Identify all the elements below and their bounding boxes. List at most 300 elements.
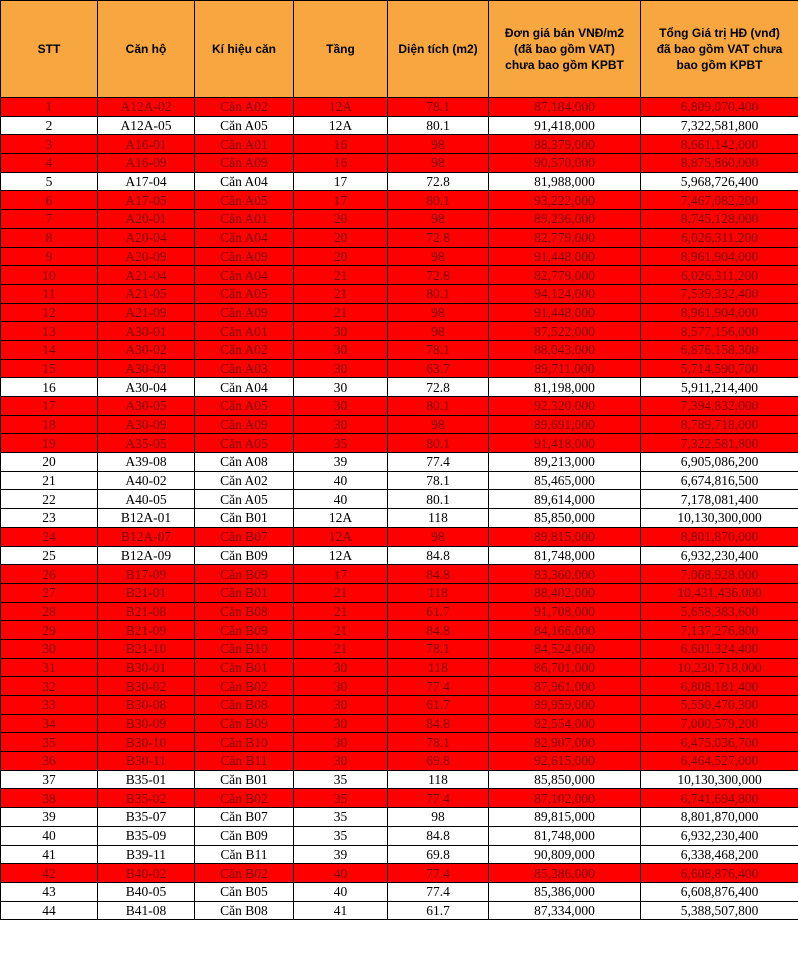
cell-tang: 30: [294, 714, 388, 733]
cell-stt: 17: [1, 397, 98, 416]
cell-don-gia: 92,615,000: [489, 752, 641, 771]
cell-can-ho: A12A-02: [98, 98, 195, 117]
cell-ki-hieu: Căn B09: [195, 546, 294, 565]
cell-tong-gia: 6,876,158,300: [641, 340, 798, 359]
cell-stt: 7: [1, 210, 98, 229]
cell-stt: 13: [1, 322, 98, 341]
cell-ki-hieu: Căn B11: [195, 752, 294, 771]
cell-tong-gia: 7,394,832,000: [641, 397, 798, 416]
cell-stt: 10: [1, 266, 98, 285]
cell-don-gia: 85,386,000: [489, 864, 641, 883]
cell-stt: 26: [1, 565, 98, 584]
cell-tang: 39: [294, 845, 388, 864]
cell-tong-gia: 7,178,081,400: [641, 490, 798, 509]
cell-stt: 37: [1, 770, 98, 789]
cell-dien-tich: 84.8: [388, 826, 489, 845]
cell-don-gia: 87,522,000: [489, 322, 641, 341]
table-row: [1, 154, 798, 173]
table-row: [1, 509, 798, 528]
table-row: [1, 714, 798, 733]
cell-ki-hieu: Căn B11: [195, 845, 294, 864]
cell-can-ho: B30-01: [98, 658, 195, 677]
cell-tang: 35: [294, 789, 388, 808]
cell-can-ho: B35-01: [98, 770, 195, 789]
cell-can-ho: A17-05: [98, 191, 195, 210]
cell-can-ho: A30-04: [98, 378, 195, 397]
cell-ki-hieu: Căn A05: [195, 284, 294, 303]
header-can-ho: Căn hộ: [98, 1, 195, 98]
cell-stt: 30: [1, 639, 98, 658]
cell-ki-hieu: Căn A09: [195, 303, 294, 322]
cell-tang: 21: [294, 602, 388, 621]
cell-stt: 21: [1, 471, 98, 490]
table-row: [1, 490, 798, 509]
cell-dien-tich: 78.1: [388, 340, 489, 359]
cell-tong-gia: 6,932,230,400: [641, 826, 798, 845]
cell-don-gia: 84,166,000: [489, 621, 641, 640]
cell-tang: 30: [294, 677, 388, 696]
cell-tong-gia: 7,322,581,800: [641, 434, 798, 453]
cell-stt: 41: [1, 845, 98, 864]
cell-dien-tich: 98: [388, 210, 489, 229]
table-row: [1, 808, 798, 827]
cell-stt: 16: [1, 378, 98, 397]
cell-tang: 30: [294, 340, 388, 359]
table-row: [1, 284, 798, 303]
cell-dien-tich: 77.4: [388, 864, 489, 883]
cell-tong-gia: 10,130,300,000: [641, 509, 798, 528]
cell-tang: 40: [294, 864, 388, 883]
cell-don-gia: 91,418,000: [489, 116, 641, 135]
cell-ki-hieu: Căn A09: [195, 154, 294, 173]
cell-tong-gia: 6,905,086,200: [641, 453, 798, 472]
cell-tang: 40: [294, 471, 388, 490]
cell-don-gia: 89,236,000: [489, 210, 641, 229]
cell-don-gia: 89,691,000: [489, 415, 641, 434]
cell-tang: 35: [294, 808, 388, 827]
cell-ki-hieu: Căn A05: [195, 434, 294, 453]
cell-stt: 1: [1, 98, 98, 117]
cell-tong-gia: 6,608,876,400: [641, 882, 798, 901]
cell-tong-gia: 7,068,928,000: [641, 565, 798, 584]
table-row: [1, 340, 798, 359]
cell-dien-tich: 84.8: [388, 621, 489, 640]
cell-can-ho: A20-04: [98, 228, 195, 247]
cell-dien-tich: 80.1: [388, 397, 489, 416]
table-row: [1, 602, 798, 621]
cell-ki-hieu: Căn A01: [195, 135, 294, 154]
cell-tong-gia: 5,968,726,400: [641, 172, 798, 191]
cell-don-gia: 81,748,000: [489, 826, 641, 845]
cell-ki-hieu: Căn B07: [195, 527, 294, 546]
cell-ki-hieu: Căn B01: [195, 658, 294, 677]
cell-tang: 41: [294, 901, 388, 920]
cell-stt: 2: [1, 116, 98, 135]
cell-dien-tich: 80.1: [388, 434, 489, 453]
cell-can-ho: B17-09: [98, 565, 195, 584]
cell-don-gia: 87,334,000: [489, 901, 641, 920]
cell-stt: 34: [1, 714, 98, 733]
cell-tang: 30: [294, 378, 388, 397]
cell-don-gia: 82,554,000: [489, 714, 641, 733]
cell-dien-tich: 84.8: [388, 565, 489, 584]
cell-tang: 12A: [294, 546, 388, 565]
cell-tang: 12A: [294, 116, 388, 135]
cell-ki-hieu: Căn A01: [195, 322, 294, 341]
table-body: [1, 98, 798, 920]
cell-dien-tich: 78.1: [388, 733, 489, 752]
cell-stt: 43: [1, 882, 98, 901]
cell-can-ho: A30-02: [98, 340, 195, 359]
cell-stt: 32: [1, 677, 98, 696]
cell-tang: 20: [294, 210, 388, 229]
cell-tong-gia: 6,026,311,200: [641, 228, 798, 247]
table-row: [1, 172, 798, 191]
cell-don-gia: 87,102,000: [489, 789, 641, 808]
cell-tang: 39: [294, 453, 388, 472]
cell-tang: 35: [294, 770, 388, 789]
cell-tong-gia: 6,026,311,200: [641, 266, 798, 285]
cell-tong-gia: 6,338,468,200: [641, 845, 798, 864]
cell-tong-gia: 6,475,036,700: [641, 733, 798, 752]
cell-tong-gia: 7,322,581,800: [641, 116, 798, 135]
table-row: [1, 845, 798, 864]
cell-can-ho: B30-08: [98, 696, 195, 715]
cell-ki-hieu: Căn A05: [195, 191, 294, 210]
cell-don-gia: 89,213,000: [489, 453, 641, 472]
cell-can-ho: A40-02: [98, 471, 195, 490]
cell-ki-hieu: Căn A04: [195, 266, 294, 285]
cell-ki-hieu: Căn B09: [195, 621, 294, 640]
cell-ki-hieu: Căn A05: [195, 397, 294, 416]
cell-dien-tich: 63.7: [388, 359, 489, 378]
cell-tong-gia: 6,809,070,400: [641, 98, 798, 117]
cell-tong-gia: 5,911,214,400: [641, 378, 798, 397]
cell-dien-tich: 98: [388, 415, 489, 434]
cell-tang: 21: [294, 266, 388, 285]
cell-can-ho: A17-04: [98, 172, 195, 191]
cell-tang: 17: [294, 191, 388, 210]
cell-tong-gia: 5,550,470,300: [641, 696, 798, 715]
cell-don-gia: 91,448,000: [489, 247, 641, 266]
cell-stt: 15: [1, 359, 98, 378]
cell-tong-gia: 10,230,718,000: [641, 658, 798, 677]
cell-tong-gia: 6,464,527,000: [641, 752, 798, 771]
cell-can-ho: B12A-01: [98, 509, 195, 528]
cell-tong-gia: 10,431,436,000: [641, 583, 798, 602]
table-row: [1, 228, 798, 247]
header-stt: STT: [1, 1, 98, 98]
cell-dien-tich: 77.4: [388, 789, 489, 808]
cell-dien-tich: 78.1: [388, 639, 489, 658]
cell-can-ho: B12A-07: [98, 527, 195, 546]
cell-dien-tich: 77.4: [388, 453, 489, 472]
cell-can-ho: A30-09: [98, 415, 195, 434]
cell-tong-gia: 8,961,904,000: [641, 247, 798, 266]
cell-ki-hieu: Căn B05: [195, 882, 294, 901]
cell-stt: 8: [1, 228, 98, 247]
cell-tong-gia: 7,137,276,800: [641, 621, 798, 640]
cell-ki-hieu: Căn B07: [195, 808, 294, 827]
cell-stt: 44: [1, 901, 98, 920]
cell-dien-tich: 118: [388, 583, 489, 602]
cell-can-ho: A30-03: [98, 359, 195, 378]
cell-tong-gia: 8,801,870,000: [641, 527, 798, 546]
table-row: [1, 658, 798, 677]
cell-don-gia: 90,570,000: [489, 154, 641, 173]
cell-ki-hieu: Căn B08: [195, 696, 294, 715]
cell-stt: 12: [1, 303, 98, 322]
header-tang: Tầng: [294, 1, 388, 98]
cell-tong-gia: 7,000,579,200: [641, 714, 798, 733]
cell-can-ho: A16-09: [98, 154, 195, 173]
cell-ki-hieu: Căn B02: [195, 677, 294, 696]
table-row: [1, 901, 798, 920]
cell-don-gia: 91,448,000: [489, 303, 641, 322]
cell-stt: 24: [1, 527, 98, 546]
cell-stt: 35: [1, 733, 98, 752]
cell-tang: 30: [294, 696, 388, 715]
cell-tang: 21: [294, 284, 388, 303]
cell-don-gia: 89,711,000: [489, 359, 641, 378]
cell-ki-hieu: Căn A04: [195, 378, 294, 397]
cell-ki-hieu: Căn B08: [195, 901, 294, 920]
cell-don-gia: 91,418,000: [489, 434, 641, 453]
cell-dien-tich: 78.1: [388, 98, 489, 117]
cell-don-gia: 85,465,000: [489, 471, 641, 490]
cell-dien-tich: 118: [388, 658, 489, 677]
table-row: [1, 434, 798, 453]
table-row: [1, 733, 798, 752]
cell-don-gia: 82,779,000: [489, 266, 641, 285]
cell-ki-hieu: Căn B09: [195, 565, 294, 584]
cell-ki-hieu: Căn B09: [195, 826, 294, 845]
cell-stt: 5: [1, 172, 98, 191]
cell-ki-hieu: Căn A02: [195, 471, 294, 490]
cell-tong-gia: 10,130,300,000: [641, 770, 798, 789]
cell-don-gia: 90,809,000: [489, 845, 641, 864]
cell-dien-tich: 80.1: [388, 284, 489, 303]
cell-can-ho: B35-07: [98, 808, 195, 827]
cell-can-ho: A20-09: [98, 247, 195, 266]
cell-tong-gia: 5,388,507,800: [641, 901, 798, 920]
cell-ki-hieu: Căn B10: [195, 639, 294, 658]
cell-don-gia: 94,124,000: [489, 284, 641, 303]
table-row: [1, 826, 798, 845]
cell-stt: 22: [1, 490, 98, 509]
cell-can-ho: B39-11: [98, 845, 195, 864]
cell-tang: 17: [294, 172, 388, 191]
cell-tong-gia: 7,467,082,200: [641, 191, 798, 210]
table-row: [1, 639, 798, 658]
cell-don-gia: 88,402,000: [489, 583, 641, 602]
cell-stt: 29: [1, 621, 98, 640]
table-row: [1, 752, 798, 771]
cell-dien-tich: 72.8: [388, 378, 489, 397]
cell-can-ho: B30-09: [98, 714, 195, 733]
cell-can-ho: B21-08: [98, 602, 195, 621]
cell-don-gia: 89,959,000: [489, 696, 641, 715]
table-row: [1, 378, 798, 397]
cell-ki-hieu: Căn A01: [195, 210, 294, 229]
cell-dien-tich: 77.4: [388, 677, 489, 696]
cell-tang: 12A: [294, 98, 388, 117]
cell-ki-hieu: Căn A02: [195, 98, 294, 117]
cell-tang: 35: [294, 434, 388, 453]
cell-can-ho: A12A-05: [98, 116, 195, 135]
cell-dien-tich: 98: [388, 808, 489, 827]
table-row: [1, 583, 798, 602]
cell-stt: 18: [1, 415, 98, 434]
table-row: [1, 210, 798, 229]
cell-tong-gia: 8,961,904,000: [641, 303, 798, 322]
cell-tong-gia: 8,789,718,000: [641, 415, 798, 434]
cell-dien-tich: 118: [388, 770, 489, 789]
cell-dien-tich: 61.7: [388, 696, 489, 715]
cell-tang: 12A: [294, 527, 388, 546]
cell-tang: 35: [294, 826, 388, 845]
cell-don-gia: 92,320,000: [489, 397, 641, 416]
cell-dien-tich: 69.8: [388, 752, 489, 771]
cell-tang: 40: [294, 882, 388, 901]
table-row: [1, 789, 798, 808]
table-row: [1, 677, 798, 696]
cell-tong-gia: 8,577,156,000: [641, 322, 798, 341]
cell-dien-tich: 98: [388, 303, 489, 322]
cell-don-gia: 85,850,000: [489, 509, 641, 528]
cell-tong-gia: 7,539,332,400: [641, 284, 798, 303]
cell-can-ho: B30-10: [98, 733, 195, 752]
header-dien-tich: Diện tích (m2): [388, 1, 489, 98]
cell-can-ho: A21-09: [98, 303, 195, 322]
cell-dien-tich: 61.7: [388, 901, 489, 920]
cell-ki-hieu: Căn A04: [195, 228, 294, 247]
cell-tong-gia: 8,801,870,000: [641, 808, 798, 827]
cell-can-ho: B41-08: [98, 901, 195, 920]
cell-ki-hieu: Căn A09: [195, 415, 294, 434]
cell-tong-gia: 8,875,860,000: [641, 154, 798, 173]
table-row: [1, 266, 798, 285]
cell-dien-tich: 72.8: [388, 172, 489, 191]
table-row: [1, 770, 798, 789]
cell-can-ho: B35-02: [98, 789, 195, 808]
table-row: [1, 397, 798, 416]
cell-dien-tich: 80.1: [388, 191, 489, 210]
cell-dien-tich: 78.1: [388, 471, 489, 490]
table-row: [1, 247, 798, 266]
cell-ki-hieu: Căn B08: [195, 602, 294, 621]
cell-don-gia: 81,198,000: [489, 378, 641, 397]
cell-tang: 16: [294, 135, 388, 154]
table-row: [1, 135, 798, 154]
cell-stt: 28: [1, 602, 98, 621]
table-row: [1, 864, 798, 883]
cell-ki-hieu: Căn A02: [195, 340, 294, 359]
cell-dien-tich: 118: [388, 509, 489, 528]
cell-don-gia: 88,043,000: [489, 340, 641, 359]
cell-don-gia: 91,708,000: [489, 602, 641, 621]
cell-can-ho: B12A-09: [98, 546, 195, 565]
cell-stt: 14: [1, 340, 98, 359]
cell-ki-hieu: Căn A03: [195, 359, 294, 378]
cell-dien-tich: 98: [388, 322, 489, 341]
table-row: [1, 116, 798, 135]
cell-can-ho: A40-05: [98, 490, 195, 509]
cell-tong-gia: 6,808,181,400: [641, 677, 798, 696]
cell-ki-hieu: Căn B09: [195, 714, 294, 733]
table-row: [1, 415, 798, 434]
cell-ki-hieu: Căn B10: [195, 733, 294, 752]
cell-tong-gia: 6,932,230,400: [641, 546, 798, 565]
cell-don-gia: 82,779,000: [489, 228, 641, 247]
table-row: [1, 191, 798, 210]
cell-don-gia: 81,748,000: [489, 546, 641, 565]
cell-stt: 23: [1, 509, 98, 528]
cell-can-ho: A35-05: [98, 434, 195, 453]
cell-can-ho: A21-04: [98, 266, 195, 285]
cell-stt: 11: [1, 284, 98, 303]
cell-dien-tich: 80.1: [388, 116, 489, 135]
cell-ki-hieu: Căn B01: [195, 509, 294, 528]
header-don-gia: Đơn giá bán VNĐ/m2 (đã bao gồm VAT) chưa bao gồm KPBT: [489, 1, 641, 98]
cell-stt: 3: [1, 135, 98, 154]
cell-stt: 19: [1, 434, 98, 453]
cell-tang: 30: [294, 733, 388, 752]
cell-ki-hieu: Căn A05: [195, 490, 294, 509]
table-row: [1, 882, 798, 901]
cell-dien-tich: 98: [388, 247, 489, 266]
cell-can-ho: B30-11: [98, 752, 195, 771]
cell-don-gia: 86,701,000: [489, 658, 641, 677]
cell-stt: 6: [1, 191, 98, 210]
cell-tang: 12A: [294, 509, 388, 528]
table-row: [1, 322, 798, 341]
table-row: [1, 621, 798, 640]
cell-don-gia: 87,961,000: [489, 677, 641, 696]
cell-don-gia: 88,379,000: [489, 135, 641, 154]
cell-can-ho: B21-10: [98, 639, 195, 658]
table-row: [1, 453, 798, 472]
cell-ki-hieu: Căn B02: [195, 864, 294, 883]
cell-ki-hieu: Căn A09: [195, 247, 294, 266]
cell-stt: 40: [1, 826, 98, 845]
cell-dien-tich: 72.8: [388, 266, 489, 285]
cell-tong-gia: 6,741,694,800: [641, 789, 798, 808]
cell-tang: 30: [294, 752, 388, 771]
cell-can-ho: A16-01: [98, 135, 195, 154]
cell-can-ho: B35-09: [98, 826, 195, 845]
table-row: [1, 471, 798, 490]
header-ki-hieu-can: Kí hiệu căn: [195, 1, 294, 98]
cell-stt: 31: [1, 658, 98, 677]
cell-can-ho: A21-05: [98, 284, 195, 303]
cell-can-ho: A30-01: [98, 322, 195, 341]
cell-tong-gia: 8,661,142,000: [641, 135, 798, 154]
cell-ki-hieu: Căn B02: [195, 789, 294, 808]
cell-don-gia: 85,850,000: [489, 770, 641, 789]
cell-stt: 42: [1, 864, 98, 883]
cell-don-gia: 81,988,000: [489, 172, 641, 191]
cell-stt: 27: [1, 583, 98, 602]
header-tong-gia: Tổng Giá trị HĐ (vnđ) đã bao gồm VAT chưa bao gồm KPBT: [641, 1, 798, 98]
table-row: [1, 565, 798, 584]
cell-don-gia: 89,815,000: [489, 527, 641, 546]
cell-stt: 36: [1, 752, 98, 771]
cell-stt: 39: [1, 808, 98, 827]
cell-tang: 16: [294, 154, 388, 173]
cell-dien-tich: 72.8: [388, 228, 489, 247]
cell-can-ho: B21-01: [98, 583, 195, 602]
